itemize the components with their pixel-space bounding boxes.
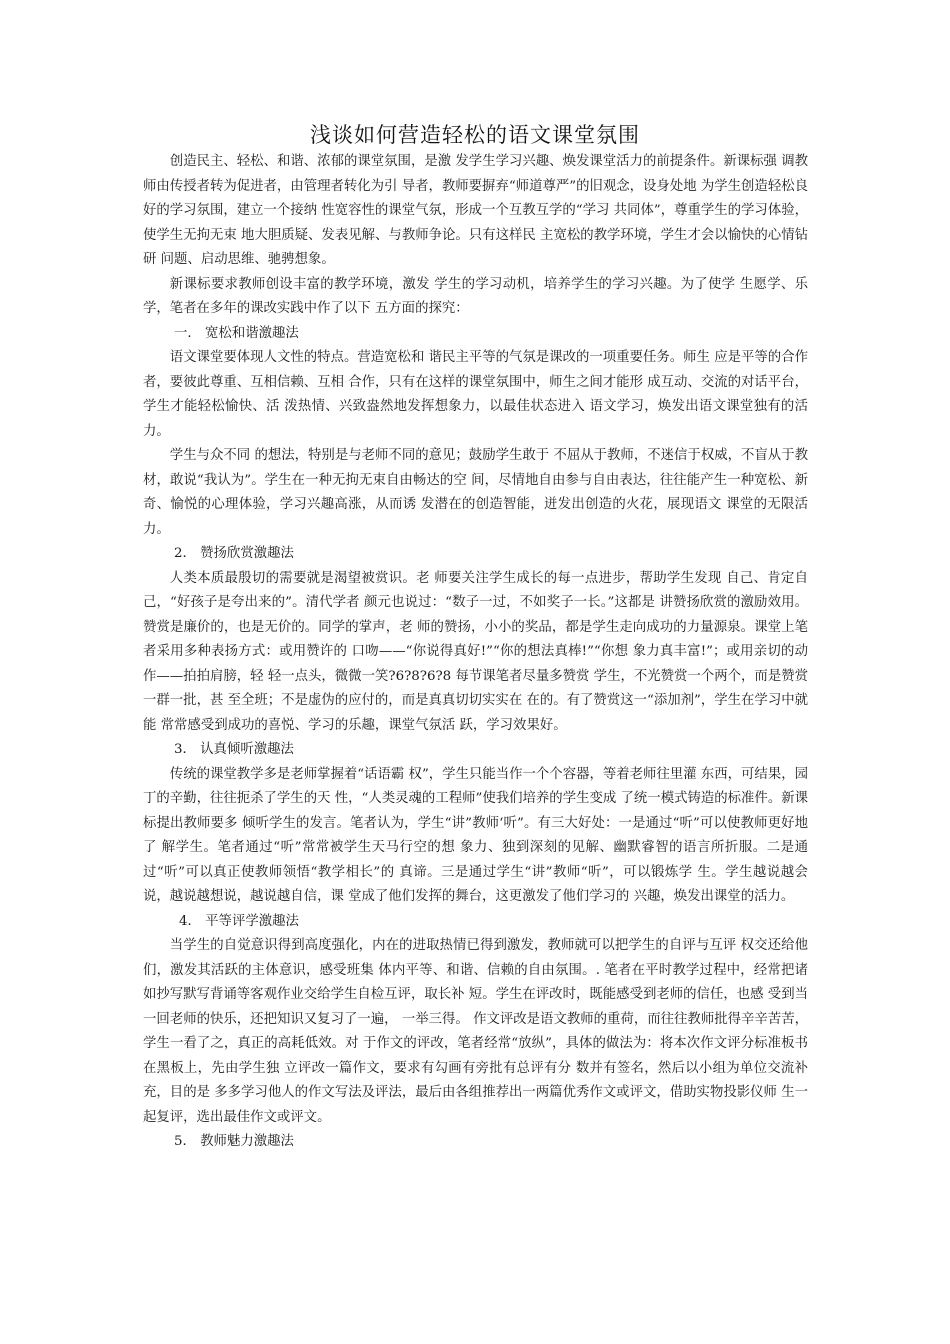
section-heading-5: 5． 教师魅力激趣法 <box>174 1134 294 1149</box>
document-title: 浅谈如何营造轻松的语文课堂氛围 <box>310 123 640 147</box>
paragraph-section-4: 当学生的自觉意识得到高度强化，内在的进取热情已得到激发，教师就可以把学生的自评与互评 权交还给他们，激发其活跃的主体意识，感受班集 体内平等、和谐、信赖的自由氛围。. 笔者在平时教学过程中，经常把诸如抄写默写背诵等客观作业交给学生自检互评，取长补 短。学生在评改时，既能感受到老师的信任，也感 受到当一回老师的快乐，还把知识又复习了一遍， 一举三得。 作文评改是语文教师的重荷，而往往教师批得辛辛苦苦，学生一看了之，真正的高耗低效。对 于作文的评改，笔者经常“放纵”，具体的做法为：将本次作文评分标准板书在黑板上，先由学生独 立评改一篇作文，要求有勾画有旁批有总评有分 数并有签名，然后以小组为单位交流补充，目的是 多多学习他人的作文写法及评法，最后由各组推荐出一两篇优秀作文或评文，借助实物投影仪师 生一起复评，选出最佳作文或评文。 <box>143 938 808 1125</box>
section-heading-4: 4． 平等评学激趣法 <box>179 913 299 929</box>
document-body <box>143 150 808 1155</box>
section-heading-2: 2． 赞扬欣赏激趣法 <box>174 546 294 561</box>
paragraph-section-3: 传统的课堂教学多是老师掌握着“话语霸 权”，学生只能当作一个个容器，等着老师往里灌 东西，可结果，园丁的辛勤，往往扼杀了学生的天 性，“人类灵魂的工程师”使我们培养的学生变成 了统一模式铸造的标准件。新课标提出教师要多 倾听学生的发言。笔者认为，学生“讲”教师‘听”。有三大好处：一是通过“听”可以使教师更好地了 解学生。笔者通过“听”常常被学生天马行空的想 象力、独到深刻的见解、幽默睿智的语言所折服。二是通过“听”可以真正使教师领悟“教学相长”的 真谛。三是通过学生“讲”教师“听”，可以锻炼学 生。学生越说越会说，越说越想说，越说越自信，课 堂成了他们发挥的舞台，这更激发了他们学习的 兴趣，焕发出课堂的活力。 <box>143 766 808 904</box>
paragraph-intro: 创造民主、轻松、和谐、浓郁的课堂氛围，是激 发学生学习兴趣、焕发课堂活力的前提条件。新课标强 调教师由传授者转为促进者，由管理者转化为引 导者，教师要摒弃“师道尊严”的旧观念，设身处地 为学生创造轻松良好的学习氛围，建立一个接纳 性宽容性的课堂气氛，形成一个互教互学的“学习 共同体”，尊重学生的学习体验，使学生无拘无束 地大胆质疑、发表见解、与教师争论。只有这样民 主宽松的教学环境，学生才会以愉快的心情钻研 问题、启动思维、驰骋想象。 <box>143 154 808 267</box>
section-heading-1: 一． 宽松和谐激趣法 <box>174 325 299 341</box>
paragraph-section-2: 人类本质最殷切的需要就是渴望被赏识。老 师要关注学生成长的每一点进步，帮助学生发现 自己、肯定自己，“好孩子是夸出来的”。清代学者 颜元也说过：“数子一过，不如奖子一长。”这都是 讲赞扬欣赏的激励效用。赞赏是廉价的，也是无价的。同学的掌声，老 师的赞扬，小小的奖品，都是学生走向成功的力量源泉。课堂上笔者采用多种表扬方式：或用赞许的 口吻——“你说得真好!”“你的想法真棒!”“你想 象力真丰富!”；或用亲切的动作——拍拍肩膀，轻 轻一点头，微微一笑?6?8?6?8 每节课笔者尽量多赞赏 学生，不光赞赏一个两个，而是赞赏一群一批，甚 至全班；不是虚伪的应付的，而是真真切切实实在 在的。有了赞赏这一“添加剂”，学生在学习中就能 常常感受到成功的喜悦、学习的乐趣，课堂气氛活 跃，学习效果好。 <box>143 570 808 733</box>
paragraph-section-1a: 语文课堂要体现人文性的特点。营造宽松和 谐民主平等的气氛是课改的一项重要任务。师生 应是平等的合作者，要彼此尊重、互相信赖、互相 合作，只有在这样的课堂氛围中，师生之间才能形 成互动、交流的对话平台，学生才能轻松愉快、活 泼热情、兴致盎然地发挥想象力，以最佳状态进入 语文学习，焕发出语文课堂独有的活力。 <box>143 350 808 439</box>
paragraph-section-1b: 学生与众不同 的想法，特别是与老师不同的意见；鼓励学生敢于 不屈从于教师，不迷信于权威，不盲从于教材，敢说“我认为”。学生在一种无拘无束自由畅达的空 间，尽情地自由参与自由表达，往往能产生一种宽松、新奇、愉悦的心理体验，学习兴趣高涨，从而诱 发潜在的创造智能，迸发出创造的火花，展现语文 课堂的无限活力。 <box>143 448 808 537</box>
paragraph-exploration: 新课标要求教师创设丰富的教学环境，激发 学生的学习动机，培养学生的学习兴趣。为了使学 生愿学、乐学，笔者在多年的课改实践中作了以下 五方面的探究： <box>143 276 808 316</box>
section-heading-3: 3． 认真倾听激趣法 <box>174 742 294 757</box>
